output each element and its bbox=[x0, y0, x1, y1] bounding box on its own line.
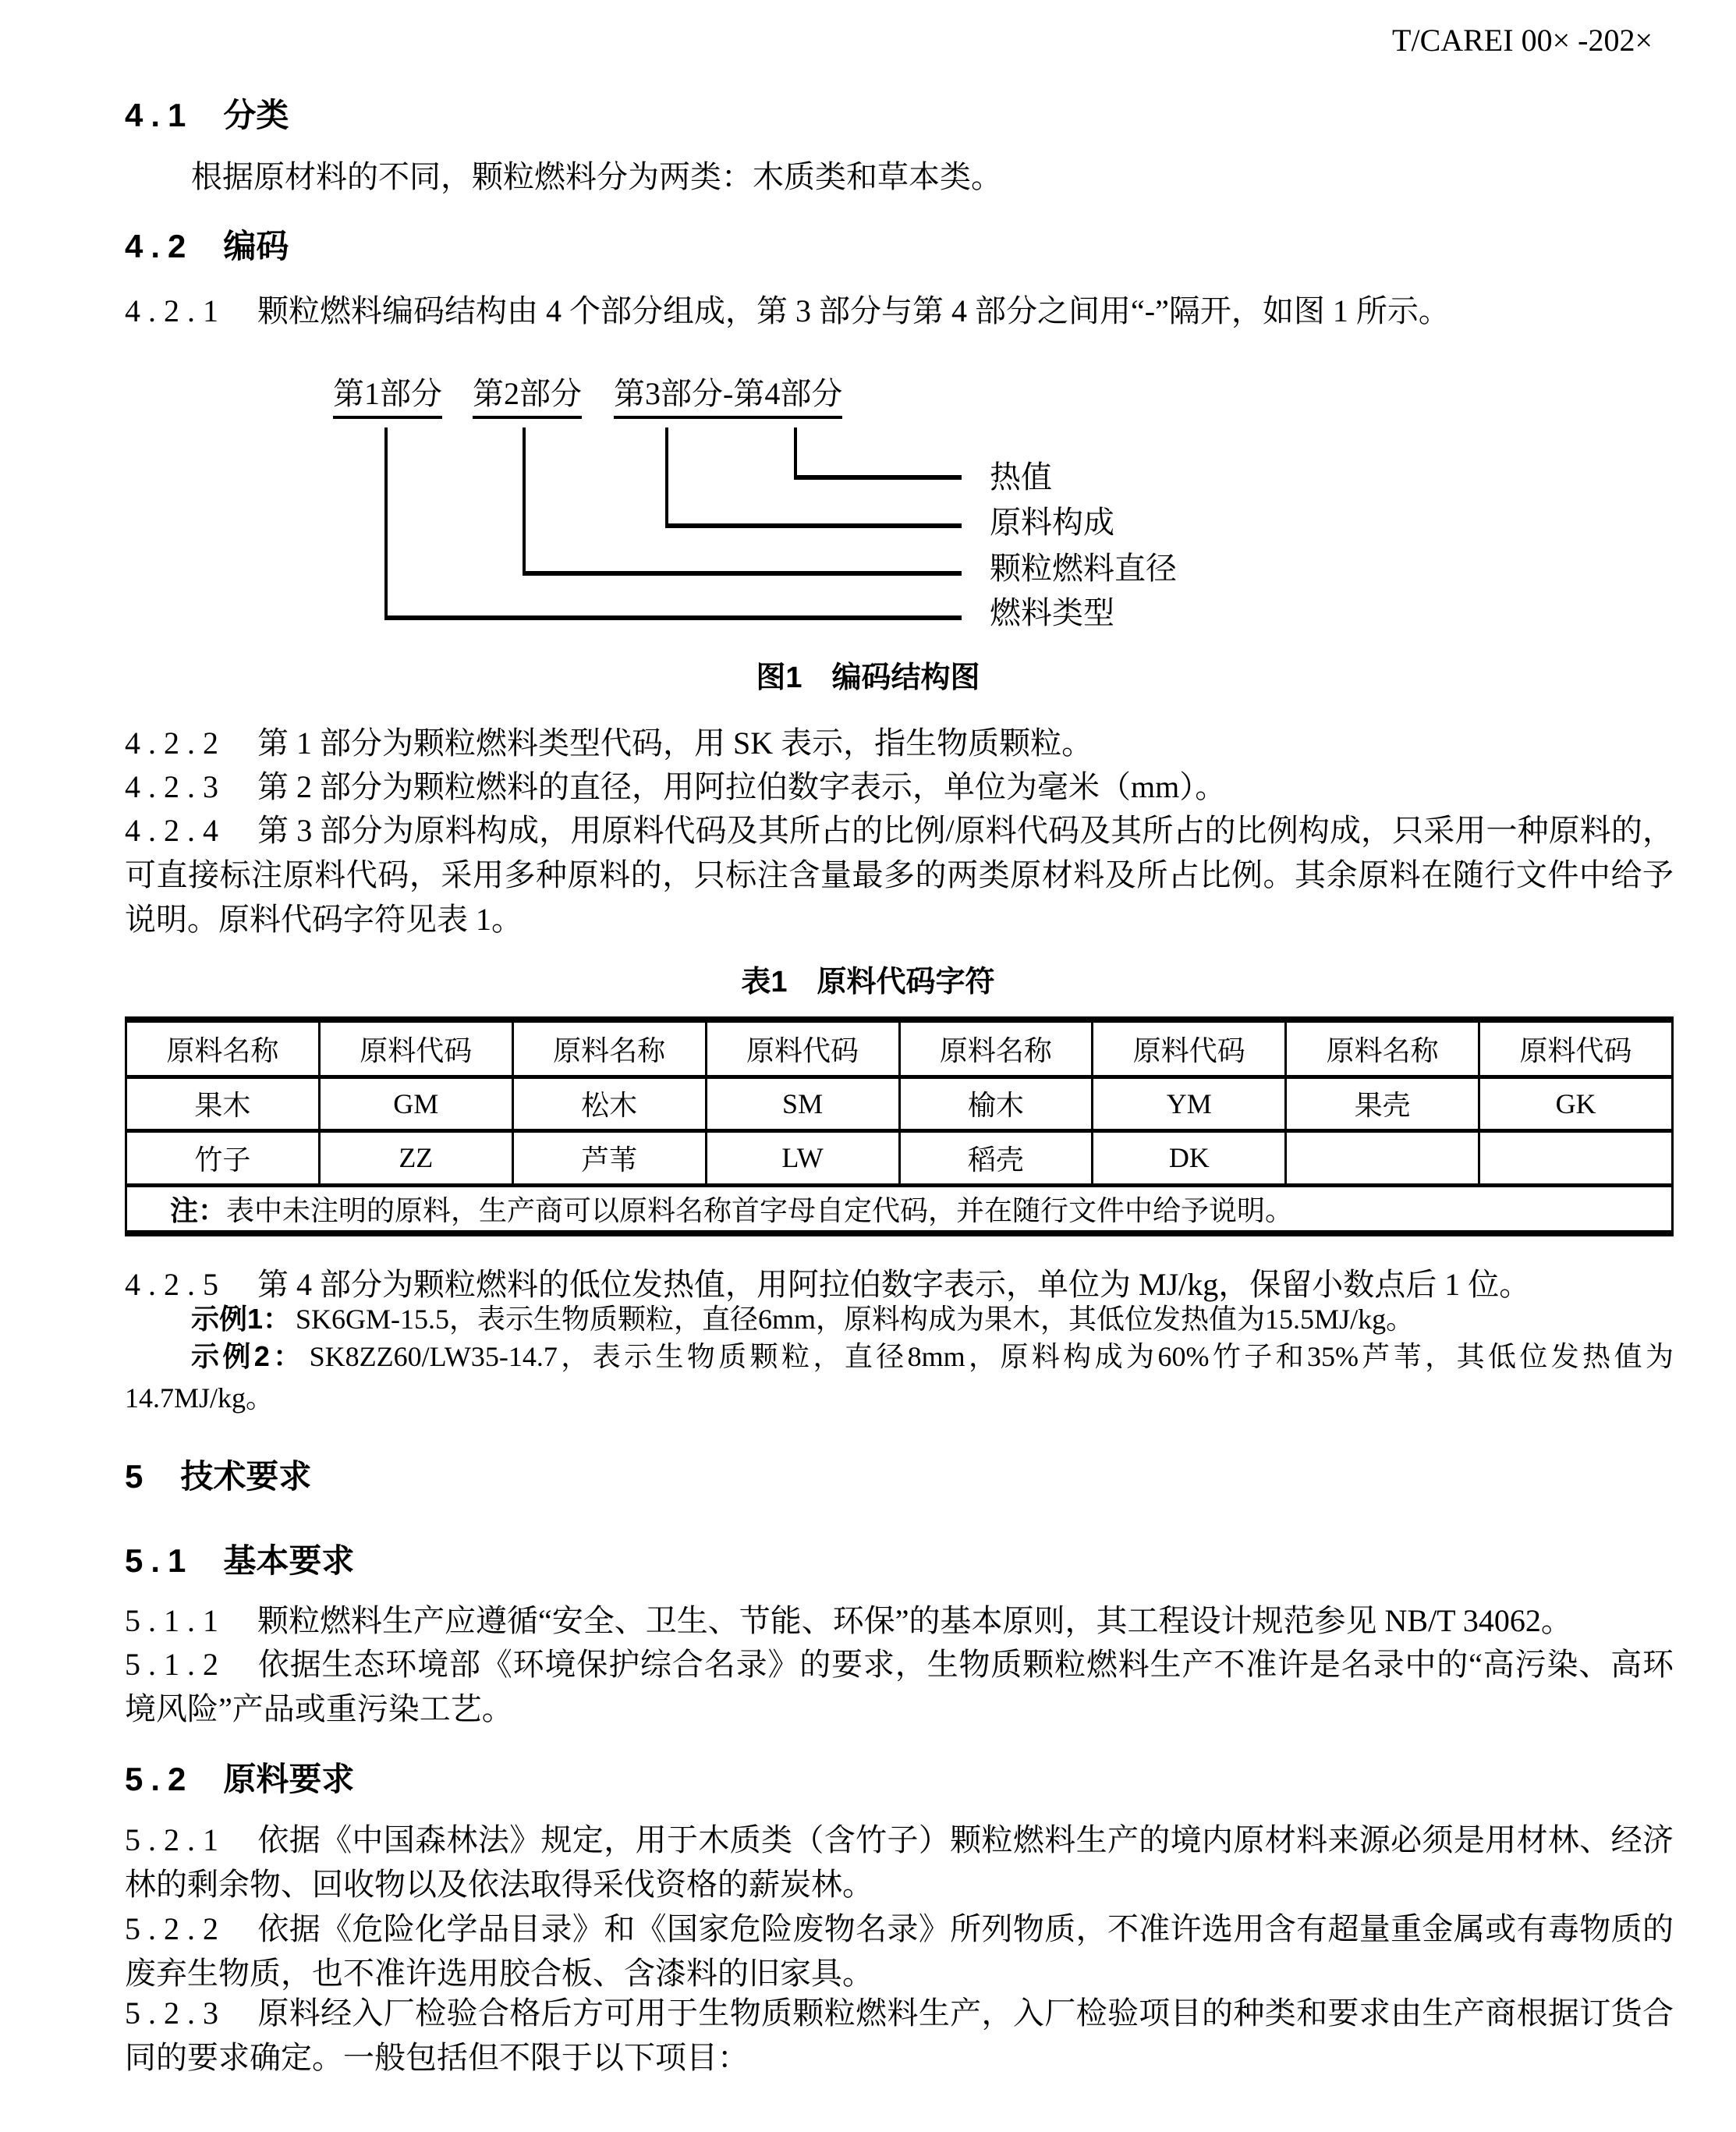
figure-1-coding-structure bbox=[0, 0, 1736, 718]
table1-material-codes bbox=[125, 1016, 1674, 1236]
table1-cell bbox=[1286, 1130, 1479, 1185]
heading-5 bbox=[125, 1457, 311, 1496]
clause-text: 原料经入厂检验合格后方可用于生物质颗粒燃料生产，入厂检验项目的种类和要求由生产商根据订货合同的要求确定。一般包括但不限于以下项目： bbox=[125, 1995, 1674, 2075]
clause-text: 依据《中国森林法》规定，用于木质类（含竹子）颗粒燃料生产的境内原材料来源必须是用材林、经济林的剩余物、回收物以及依法取得采伐资格的薪炭林。 bbox=[125, 1822, 1674, 1902]
heading-number: 5 bbox=[125, 1458, 151, 1495]
paragraph-4-2-3 bbox=[125, 764, 1674, 809]
table1-header-cell: 原料名称 bbox=[126, 1020, 320, 1077]
clause-number: 4.2.5 bbox=[125, 1267, 226, 1302]
clause-text: 第 3 部分为原料构成，用原料代码及其所占的比例/原料代码及其所占的比例构成，只采用一种原料的，可直接标注原料代码，采用多种原料的，只标注含量最多的两类原材料及所占比例。其余原料在随行文件中给予说明。原料代码字符见表 1。 bbox=[125, 813, 1674, 937]
table1-header-cell: 原料名称 bbox=[899, 1020, 1093, 1077]
figure1-hline-diameter bbox=[523, 571, 962, 576]
table1-cell: ZZ bbox=[319, 1130, 512, 1185]
paragraph-5-1-1 bbox=[125, 1598, 1674, 1643]
heading-5-2 bbox=[125, 1760, 354, 1799]
clause-number: 5.2.2 bbox=[125, 1911, 226, 1946]
figure1-vline-part2 bbox=[523, 427, 526, 576]
clause-number: 4.2.1 bbox=[125, 293, 226, 328]
figure1-hline-calorific bbox=[794, 475, 962, 480]
heading-number: 5.2 bbox=[125, 1761, 194, 1797]
heading-title: 编码 bbox=[223, 228, 289, 264]
clause-number: 4.2.4 bbox=[125, 813, 226, 848]
figure1-callout-pellet-diameter: 颗粒燃料直径 bbox=[990, 551, 1177, 586]
figure1-caption: 图1 编码结构图 bbox=[756, 662, 980, 694]
table1-cell: 稻壳 bbox=[899, 1130, 1093, 1185]
table1-header-cell: 原料名称 bbox=[1286, 1020, 1479, 1077]
example-label: 示例1： bbox=[191, 1303, 292, 1335]
paragraph-4-2-2 bbox=[125, 721, 1674, 765]
table1-cell: DK bbox=[1093, 1130, 1286, 1185]
heading-5-1 bbox=[125, 1541, 354, 1580]
clause-number: 4.2.3 bbox=[125, 769, 226, 804]
table1-note bbox=[126, 1185, 1673, 1233]
table1-cell: GK bbox=[1479, 1077, 1673, 1130]
figure1-callout-fuel-type: 燃料类型 bbox=[990, 595, 1114, 630]
example-1 bbox=[125, 1298, 1674, 1340]
table1-cell: 芦苇 bbox=[512, 1130, 706, 1185]
example-2 bbox=[125, 1336, 1674, 1419]
figure1-callout-calorific-value: 热值 bbox=[990, 459, 1052, 495]
table1-note-row bbox=[126, 1185, 1673, 1233]
figure1-vline-part3 bbox=[665, 427, 668, 528]
figure1-part-label-3-4: 第3部分-第4部分 bbox=[614, 378, 842, 419]
table1-cell: GM bbox=[319, 1077, 512, 1130]
clause-number: 5.2.1 bbox=[125, 1822, 226, 1857]
figure1-hline-fueltype bbox=[384, 615, 962, 620]
table1-row bbox=[126, 1130, 1673, 1185]
table1-title: 表1 原料代码字符 bbox=[741, 966, 995, 999]
clause-number: 5.2.3 bbox=[125, 1995, 226, 2031]
table1-header-cell: 原料代码 bbox=[706, 1020, 899, 1077]
paragraph-5-2-1 bbox=[125, 1818, 1674, 1907]
example-label: 示例2： bbox=[191, 1340, 305, 1372]
figure1-vline-part4 bbox=[794, 427, 797, 480]
table1-cell: LW bbox=[706, 1130, 899, 1185]
heading-number: 5.1 bbox=[125, 1542, 194, 1579]
table1-header-cell: 原料代码 bbox=[1093, 1020, 1286, 1077]
table1-cell: SM bbox=[706, 1077, 899, 1130]
table1-cell: YM bbox=[1093, 1077, 1286, 1130]
figure1-callout-material-composition: 原料构成 bbox=[990, 505, 1114, 540]
table1-cell: 松木 bbox=[512, 1077, 706, 1130]
paragraph-4-2-4 bbox=[125, 808, 1674, 942]
clause-text: 颗粒燃料生产应遵循“安全、卫生、节能、环保”的基本原则，其工程设计规范参见 NB/T 34062。 bbox=[257, 1603, 1572, 1638]
heading-title: 分类 bbox=[223, 97, 289, 133]
standard-code-header: T/CAREI 00× -202× bbox=[1392, 23, 1653, 58]
table1-header-cell: 原料代码 bbox=[319, 1020, 512, 1077]
clause-text: 依据生态环境部《环境保护综合名录》的要求，生物质颗粒燃料生产不准许是名录中的“高污染、高环境风险”产品或重污染工艺。 bbox=[125, 1647, 1674, 1726]
heading-title: 基本要求 bbox=[223, 1542, 355, 1579]
figure1-part-label-1: 第1部分 bbox=[333, 378, 442, 419]
paragraph-5-1-2 bbox=[125, 1642, 1674, 1731]
heading-title: 技术要求 bbox=[180, 1458, 312, 1495]
paragraph-5-2-3 bbox=[125, 1991, 1674, 2080]
heading-number: 4.2 bbox=[125, 228, 194, 264]
table1-row bbox=[126, 1077, 1673, 1130]
example-text: SK6GM-15.5，表示生物质颗粒，直径6mm，原料构成为果木，其低位发热值为15.5MJ/kg。 bbox=[296, 1304, 1415, 1335]
table1-header-cell: 原料名称 bbox=[512, 1020, 706, 1077]
table1-cell: 果壳 bbox=[1286, 1077, 1479, 1130]
table1-note-text: 表中未注明的原料，生产商可以原料名称首字母自定代码，并在随行文件中给予说明。 bbox=[226, 1194, 1294, 1226]
clause-text: 第 4 部分为颗粒燃料的低位发热值，用阿拉伯数字表示，单位为 MJ/kg，保留小数点后 1 位。 bbox=[257, 1267, 1531, 1302]
clause-text: 依据《危险化学品目录》和《国家危险废物名录》所列物质，不准许选用含有超量重金属或有毒物质的废弃生物质，也不准许选用胶合板、含漆料的旧家具。 bbox=[125, 1911, 1674, 1991]
clause-number: 5.1.1 bbox=[125, 1603, 226, 1638]
heading-number: 4.1 bbox=[125, 97, 194, 133]
clause-number: 4.2.2 bbox=[125, 725, 226, 761]
table1-cell: 果木 bbox=[126, 1077, 320, 1130]
figure1-vline-part1 bbox=[384, 427, 388, 620]
table1-cell: 榆木 bbox=[899, 1077, 1093, 1130]
table1-cell bbox=[1479, 1130, 1673, 1185]
table1-header-cell: 原料代码 bbox=[1479, 1020, 1673, 1077]
clause-number: 5.1.2 bbox=[125, 1647, 226, 1682]
example-text: SK8ZZ60/LW35-14.7，表示生物质颗粒，直径8mm，原料构成为60%竹子和35%芦苇，其低位发热值为14.7MJ/kg。 bbox=[125, 1341, 1674, 1414]
paragraph-4-1-intro: 根据原材料的不同，颗粒燃料分为两类：木质类和草本类。 bbox=[191, 159, 1002, 194]
table1-header-row bbox=[126, 1020, 1673, 1077]
figure1-hline-composition bbox=[665, 523, 962, 528]
figure1-part-label-2: 第2部分 bbox=[473, 378, 582, 419]
clause-text: 颗粒燃料编码结构由 4 个部分组成，第 3 部分与第 4 部分之间用“-”隔开，如图 1 所示。 bbox=[257, 293, 1450, 328]
heading-title: 原料要求 bbox=[223, 1761, 355, 1797]
table1-cell: 竹子 bbox=[126, 1130, 320, 1185]
table1-note-label: 注： bbox=[170, 1194, 227, 1226]
clause-text: 第 2 部分为颗粒燃料的直径，用阿拉伯数字表示，单位为毫米（mm）。 bbox=[257, 769, 1227, 804]
clause-text: 第 1 部分为颗粒燃料类型代码，用 SK 表示，指生物质颗粒。 bbox=[257, 725, 1093, 761]
paragraph-5-2-2 bbox=[125, 1907, 1674, 1995]
